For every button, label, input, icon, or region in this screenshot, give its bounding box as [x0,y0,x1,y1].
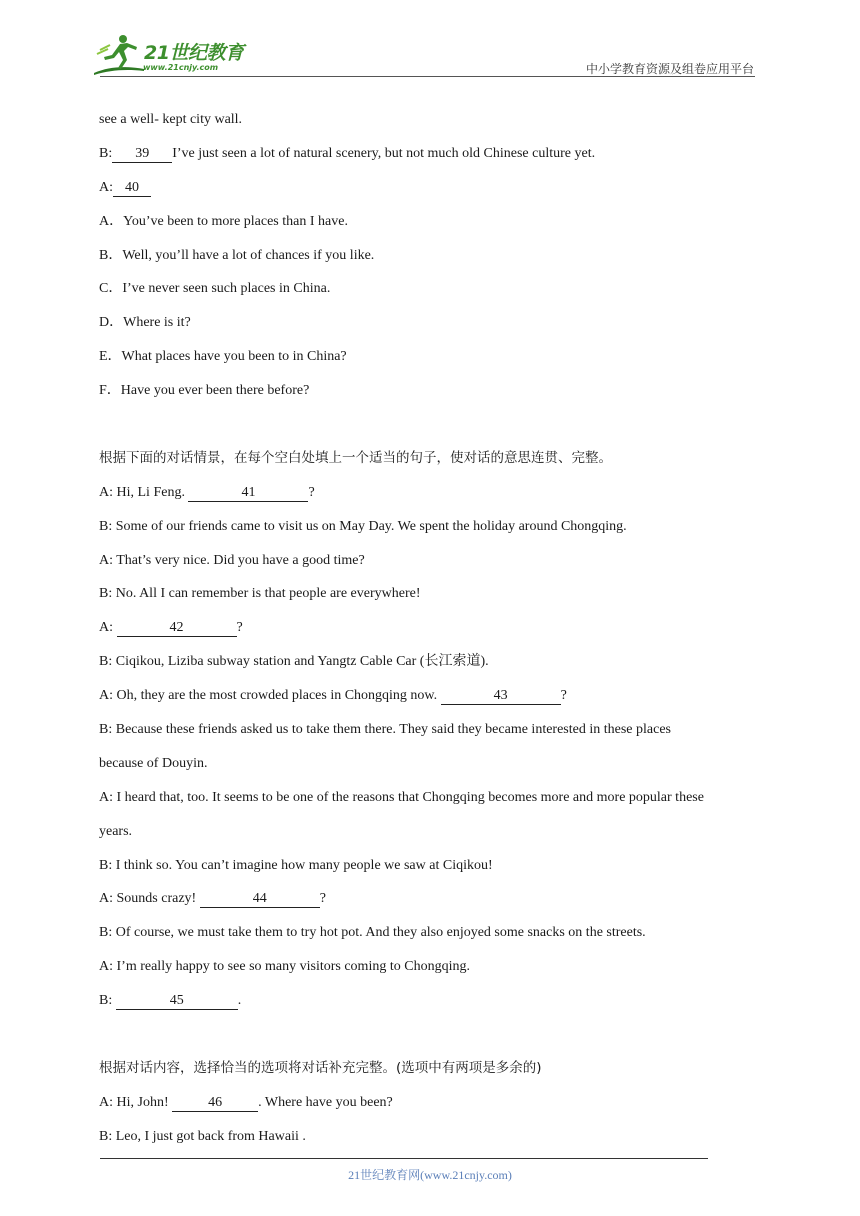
text-line [99,781,759,815]
text-line [99,510,759,544]
line-text: B: Because these friends asked us to take them there. They said they became interested in these places [99,722,671,738]
line-text: C．I’ve never seen such places in China. [99,281,331,297]
line-text: F．Have you ever been there before? [99,383,310,399]
text-line [99,171,759,205]
line-text: B: Ciqikou, Liziba subway station and Yangtz Cable Car (长江索道). [99,654,489,670]
text-line [99,340,759,374]
line-text: B: Some of our friends came to visit us on May Day. We spent the holiday around Chongqing. [99,518,627,534]
line-text: because of Douyin. [99,755,208,771]
line-text: B: [99,145,113,161]
line-text: A: I heard that, too. It seems to be one of the reasons that Chongqing becomes more and more popular these [99,789,704,805]
line-text: D．Where is it? [99,315,191,331]
answer-blank[interactable]: 43 [441,688,561,705]
line-text: 根据下面的对话情景，在每个空白处填上一个适当的句子，使对话的意思连贯、完整。 [99,449,612,466]
text-line [99,476,759,510]
line-text: . [237,993,242,1009]
line-text: A: That’s very nice. Did you have a good time? [99,552,365,568]
line-text: see a well- kept city wall. [99,112,243,127]
line-text: A: Oh, they are the most crowded places in Chongqing now. [99,688,441,704]
header-divider [100,76,755,77]
line-text: B: [99,993,116,1009]
answer-blank[interactable]: 42 [117,620,237,637]
text-line [99,137,759,171]
answer-blank[interactable]: 45 [116,993,238,1010]
section-gap [99,1018,759,1052]
text-line [99,984,759,1018]
section-gap [99,408,759,442]
answer-blank[interactable]: 44 [200,891,320,908]
line-text: A: I’m really happy to see so many visitors coming to Chongqing. [99,959,470,975]
footer-text: 21世纪教育网(www.21cnjy.com) [348,1168,512,1182]
text-line [99,882,759,916]
answer-blank[interactable]: 40 [113,180,151,197]
line-text: A: Hi, John! [99,1094,173,1110]
line-text: A: [99,179,113,195]
text-line [99,239,759,273]
platform-title: 中小学教育资源及组卷应用平台 [585,62,754,76]
text-line [99,950,759,984]
instruction-line [99,1052,759,1086]
line-text: B: Leo, I just got back from Hawaii . [99,1128,306,1144]
answer-blank[interactable]: 41 [188,485,308,502]
line-text: B．Well, you’ll have a lot of chances if you like. [99,247,375,263]
text-line [99,1120,759,1154]
text-line [99,577,759,611]
line-text: A: [99,620,117,636]
text-line [99,747,759,781]
line-text: years. [99,823,133,839]
runner-icon [92,33,148,77]
line-text: 根据对话内容，选择恰当的选项将对话补充完整。(选项中有两项是多余的) [99,1059,542,1076]
text-line [99,849,759,883]
line-text: B: I think so. You can’t imagine how many people we saw at Ciqikou! [99,857,493,873]
line-text: ? [560,688,567,704]
line-text: . Where have you been? [258,1094,393,1110]
text-line [99,374,759,408]
logo-url: www.21cnjy.com [143,63,219,72]
answer-blank[interactable]: 46 [172,1095,258,1112]
line-text: A．You’ve been to more places than I have. [99,213,348,229]
line-text: E．What places have you been to in China? [99,349,347,365]
page-header [0,0,860,80]
line-text: B: Of course, we must take them to try hot pot. And they also enjoyed some snacks on the streets. [99,925,646,941]
line-text: ? [308,484,315,500]
site-logo [92,33,262,77]
answer-blank[interactable]: 39 [112,146,172,163]
text-line [99,916,759,950]
text-line [99,544,759,578]
logo-text: 21世纪教育 [144,42,244,64]
text-line [99,103,759,137]
text-line [99,713,759,747]
line-text: A: Sounds crazy! [99,891,200,907]
line-text: ? [236,620,243,636]
footer-divider [100,1158,708,1159]
text-line [99,815,759,849]
text-line [99,205,759,239]
document-body [99,103,759,1154]
line-text: ? [319,891,326,907]
text-line [99,1086,759,1120]
text-line [99,679,759,713]
text-line [99,272,759,306]
text-line [99,306,759,340]
instruction-line [99,442,759,476]
text-line [99,645,759,679]
line-text: B: No. All I can remember is that people are everywhere! [99,586,421,602]
line-text: I’ve just seen a lot of natural scenery, but not much old Chinese culture yet. [172,145,596,161]
text-line [99,611,759,645]
line-text: A: Hi, Li Feng. [99,484,189,500]
